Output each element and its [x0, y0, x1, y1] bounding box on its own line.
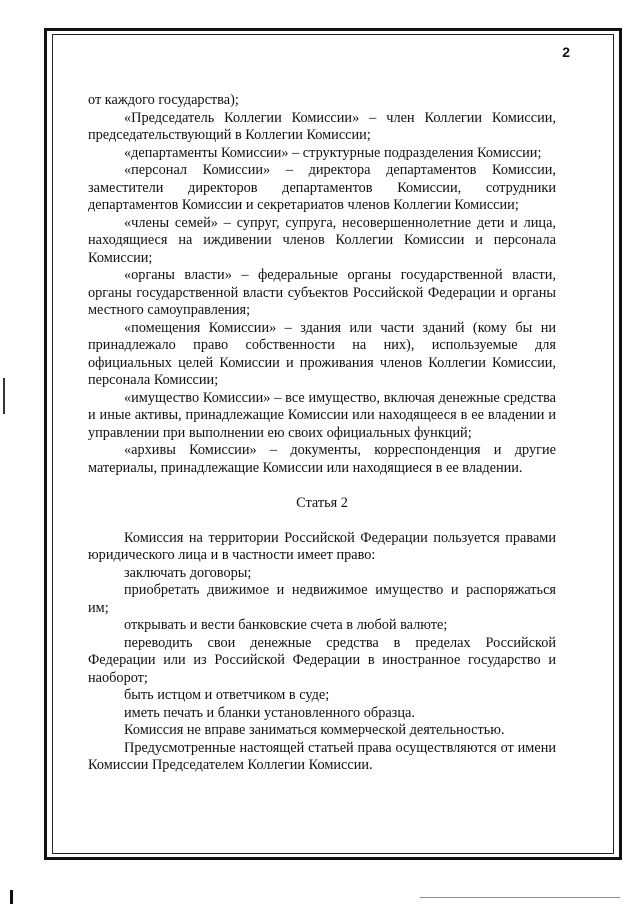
- article-paragraph: Комиссия не вправе заниматься коммерческой деятельностью.: [124, 722, 505, 738]
- definition-chairman: «Председатель Коллегии Комиссии» – член Коллегии Комиссии, председательствующий в Коллегии Комиссии;: [88, 109, 556, 143]
- definition-premises: «помещения Комиссии» – здания или части зданий (кому бы ни принадлежало право собственности на них), используемые для официальных целей Комиссии и проживания членов Коллегии Комиссии, персонала Комиссии;: [88, 319, 556, 388]
- article-right-item: быть истцом и ответчиком в суде;: [124, 687, 330, 703]
- article-right-item: переводить свои денежные средства в пределах Российской Федерации или из Российской Федерации в иностранное государство и наоборот;: [88, 634, 556, 686]
- definition-archives: «архивы Комиссии» – документы, корреспонденция и другие материалы, принадлежащие Комиссии или находящиеся в ее владении.: [88, 442, 556, 476]
- document-body: [88, 92, 556, 775]
- definition-authorities: «органы власти» – федеральные органы государственной власти, органы государственной власти субъектов Российской Федерации и органы местного самоуправления;: [88, 267, 556, 318]
- article-right-item: иметь печать и бланки установленного образца.: [124, 704, 415, 721]
- definition-family-members: «члены семей» – супруг, супруга, несовершеннолетние дети и лица, находящиеся на иждивении членов Коллегии Комиссии и персонала Комиссии;: [88, 214, 556, 266]
- scan-artifact-mark: [10, 890, 13, 904]
- definition-property: «имущество Комиссии» – все имущество, включая денежные средства и иные активы, принадлежащие Комиссии или находящееся в ее владении и управлении при выполнении ею своих официальных функций;: [88, 389, 556, 441]
- page-number: 2: [562, 44, 570, 60]
- definition-departments: «департаменты Комиссии» – структурные подразделения Комиссии;: [124, 144, 542, 161]
- scan-artifact-line: [420, 897, 620, 898]
- article-heading: Статья 2: [296, 494, 348, 511]
- article-right-item: заключать договоры;: [124, 564, 252, 581]
- paragraph-continuation: от каждого государства);: [88, 92, 239, 108]
- article-paragraph: Комиссия на территории Российской Федерации пользуется правами юридического лица и в частности имеет право:: [88, 529, 556, 563]
- scan-artifact-mark: [3, 378, 5, 414]
- article-right-item: приобретать движимое и недвижимое имущество и распоряжаться им;: [88, 582, 556, 616]
- definition-personnel: «персонал Комиссии» – директора департаментов Комиссии, заместители директоров департаментов Комиссии, сотрудники департаментов Комиссии и секретариатов членов Коллегии Комиссии;: [88, 162, 556, 213]
- article-paragraph: Предусмотренные настоящей статьей права осуществляются от имени Комиссии Председателем Коллегии Комиссии.: [88, 739, 556, 773]
- article-right-item: открывать и вести банковские счета в любой валюте;: [124, 617, 448, 633]
